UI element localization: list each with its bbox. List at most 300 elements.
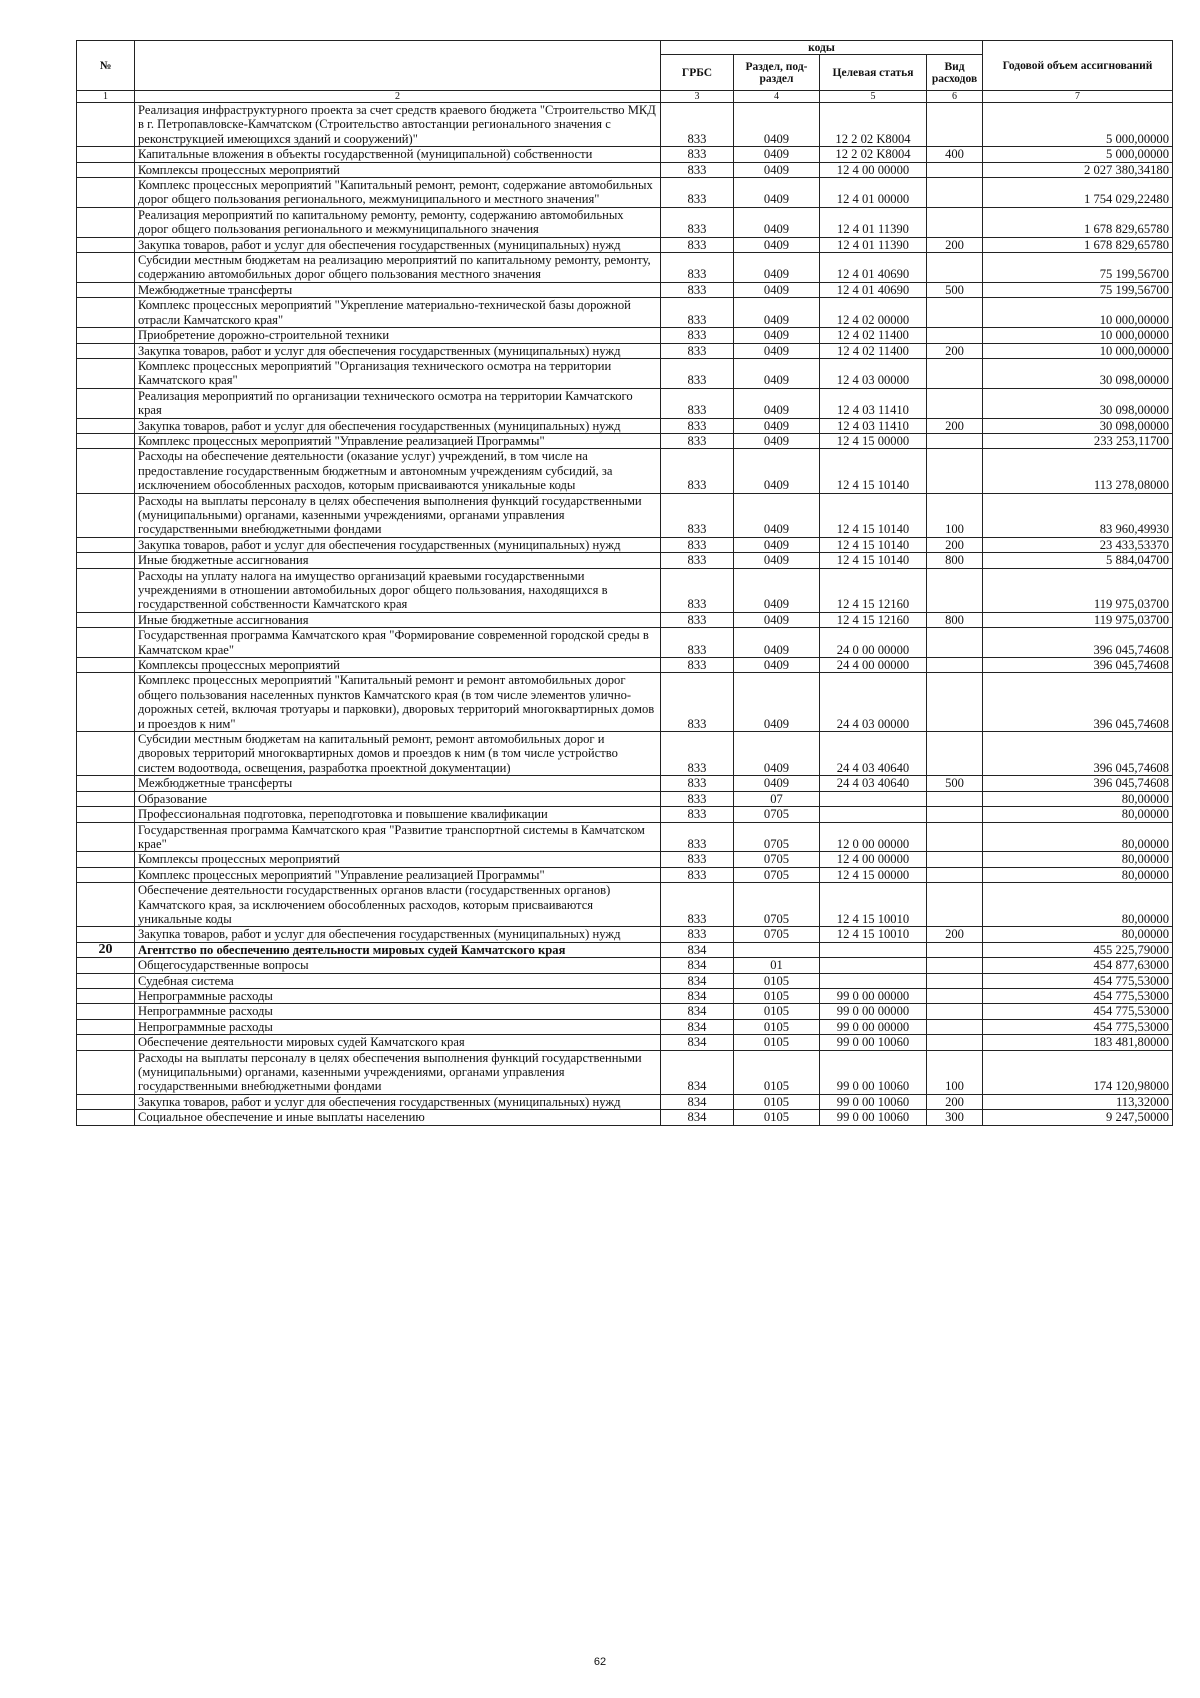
row-amount: 119 975,03700 [983,568,1173,612]
row-section: 0705 [734,927,820,942]
row-name: Агентство по обеспечению деятельности мировых судей Камчатского края [135,942,661,957]
table-row [77,628,1173,658]
row-grbs: 833 [661,103,734,147]
row-target-article: 99 0 00 10060 [820,1110,927,1125]
table-row [77,343,1173,358]
row-name: Комплексы процессных мероприятий [135,852,661,867]
row-number [77,791,135,806]
row-grbs: 834 [661,988,734,1003]
row-section: 0409 [734,537,820,552]
row-amount: 174 120,98000 [983,1050,1173,1094]
row-target-article: 12 4 15 00000 [820,433,927,448]
row-number [77,328,135,343]
row-name: Закупка товаров, работ и услуг для обеспечения государственных (муниципальных) нужд [135,343,661,358]
row-number [77,388,135,418]
row-name: Комплекс процессных мероприятий "Капитальный ремонт, ремонт, содержание автомобильных дорог общего пользования регионального, межмуниципального и местного значения" [135,178,661,208]
row-target-article: 12 4 01 11390 [820,207,927,237]
row-grbs: 833 [661,358,734,388]
table-body [77,103,1173,1126]
row-amount: 10 000,00000 [983,343,1173,358]
row-name: Иные бюджетные ассигнования [135,553,661,568]
row-expense-type: 200 [927,343,983,358]
row-amount: 454 775,53000 [983,973,1173,988]
row-expense-type [927,298,983,328]
row-expense-type [927,1035,983,1050]
table-row [77,328,1173,343]
table-row [77,162,1173,177]
row-grbs: 833 [661,162,734,177]
column-number: 1 [77,91,135,103]
row-section: 0705 [734,883,820,927]
row-name: Профессиональная подготовка, переподготовка и повышение квалификации [135,807,661,822]
row-amount: 113 278,08000 [983,449,1173,493]
row-grbs: 834 [661,1094,734,1109]
row-section: 0409 [734,658,820,673]
table-row [77,807,1173,822]
row-target-article [820,791,927,806]
row-amount: 80,00000 [983,883,1173,927]
row-number [77,253,135,283]
table-row [77,612,1173,627]
row-name: Общегосударственные вопросы [135,958,661,973]
row-name: Комплекс процессных мероприятий "Организация технического осмотра на территории Камчатского края" [135,358,661,388]
table-row [77,298,1173,328]
row-grbs: 834 [661,1035,734,1050]
row-section: 0409 [734,178,820,208]
row-amount: 1 678 829,65780 [983,207,1173,237]
row-number [77,537,135,552]
row-grbs: 833 [661,328,734,343]
row-name: Расходы на обеспечение деятельности (оказание услуг) учреждений, в том числе на предоставление государственным бюджетным и автономным учреждениям субсидий, за исключением обособленных расходов, которым присваиваются уникальные коды [135,449,661,493]
table-row [77,449,1173,493]
table-row [77,253,1173,283]
row-expense-type [927,178,983,208]
row-grbs: 833 [661,927,734,942]
row-grbs: 834 [661,973,734,988]
row-grbs: 834 [661,1110,734,1125]
row-amount: 455 225,79000 [983,942,1173,957]
row-grbs: 833 [661,178,734,208]
row-name: Социальное обеспечение и иные выплаты населению [135,1110,661,1125]
row-target-article: 12 4 00 00000 [820,852,927,867]
row-expense-type [927,867,983,882]
row-name: Реализация мероприятий по организации технического осмотра на территории Камчатского края [135,388,661,418]
row-grbs: 833 [661,418,734,433]
row-number [77,732,135,776]
row-number [77,282,135,297]
row-name: Капитальные вложения в объекты государственной (муниципальной) собственности [135,147,661,162]
row-expense-type [927,328,983,343]
row-grbs: 833 [661,147,734,162]
row-name: Непрограммные расходы [135,988,661,1003]
row-amount: 1 678 829,65780 [983,237,1173,252]
row-amount: 119 975,03700 [983,612,1173,627]
row-grbs: 833 [661,732,734,776]
row-number [77,1094,135,1109]
row-section: 0705 [734,852,820,867]
row-grbs: 833 [661,537,734,552]
col-header-target: Целевая статья [820,55,927,91]
row-name: Непрограммные расходы [135,1019,661,1034]
row-name: Расходы на выплаты персоналу в целях обеспечения выполнения функций государственными (муниципальными) органами, казенными учреждениями, органами управления государственными внебюджетными фондами [135,493,661,537]
row-amount: 396 045,74608 [983,658,1173,673]
row-grbs: 833 [661,388,734,418]
row-amount: 10 000,00000 [983,328,1173,343]
row-number [77,673,135,732]
table-row [77,207,1173,237]
table-row [77,973,1173,988]
row-amount: 83 960,49930 [983,493,1173,537]
row-expense-type: 400 [927,147,983,162]
row-section: 0105 [734,988,820,1003]
row-number [77,1019,135,1034]
row-section: 0409 [734,162,820,177]
row-number [77,822,135,852]
row-amount: 183 481,80000 [983,1035,1173,1050]
row-amount: 80,00000 [983,822,1173,852]
row-target-article: 12 4 03 11410 [820,418,927,433]
row-amount: 30 098,00000 [983,388,1173,418]
row-amount: 75 199,56700 [983,253,1173,283]
column-numbers-row [77,91,1173,103]
row-number [77,237,135,252]
row-number [77,867,135,882]
row-number [77,958,135,973]
row-target-article: 24 0 00 00000 [820,628,927,658]
row-expense-type: 500 [927,776,983,791]
row-amount: 80,00000 [983,927,1173,942]
row-number [77,1004,135,1019]
row-grbs: 833 [661,343,734,358]
row-amount: 80,00000 [983,852,1173,867]
row-section: 0705 [734,822,820,852]
row-expense-type [927,358,983,388]
table-row [77,358,1173,388]
row-grbs: 833 [661,791,734,806]
row-number [77,1050,135,1094]
row-grbs: 833 [661,867,734,882]
row-name: Комплекс процессных мероприятий "Капитальный ремонт и ремонт автомобильных дорог общего пользования населенных пунктов Камчатского края (в том числе элементов улично-дорожных сетей, включая тротуары и парковки), дворовых территорий многоквартирных домов и проездов к ним" [135,673,661,732]
row-target-article: 99 0 00 00000 [820,988,927,1003]
row-number [77,553,135,568]
row-grbs: 833 [661,253,734,283]
row-number [77,433,135,448]
row-expense-type [927,822,983,852]
row-amount: 396 045,74608 [983,776,1173,791]
table-row [77,1019,1173,1034]
table-row [77,988,1173,1003]
row-number [77,147,135,162]
table-row [77,927,1173,942]
table-row [77,883,1173,927]
row-expense-type: 100 [927,1050,983,1094]
row-section: 0705 [734,867,820,882]
row-name: Обеспечение деятельности мировых судей Камчатского края [135,1035,661,1050]
row-name: Закупка товаров, работ и услуг для обеспечения государственных (муниципальных) нужд [135,1094,661,1109]
row-target-article: 12 4 01 00000 [820,178,927,208]
row-grbs: 833 [661,237,734,252]
table-row [77,1035,1173,1050]
row-grbs: 833 [661,807,734,822]
row-section: 0409 [734,207,820,237]
row-section: 0409 [734,237,820,252]
column-number: 5 [820,91,927,103]
col-header-codes: коды [661,41,983,55]
row-name: Государственная программа Камчатского края "Развитие транспортной системы в Камчатском крае" [135,822,661,852]
row-amount: 5 000,00000 [983,103,1173,147]
row-target-article: 12 4 15 10140 [820,537,927,552]
row-name: Непрограммные расходы [135,1004,661,1019]
row-grbs: 833 [661,883,734,927]
row-name: Межбюджетные трансферты [135,776,661,791]
row-target-article: 12 4 01 11390 [820,237,927,252]
row-grbs: 833 [661,282,734,297]
row-target-article: 12 4 02 00000 [820,298,927,328]
row-expense-type [927,433,983,448]
row-target-article: 12 4 02 11400 [820,343,927,358]
row-section: 0409 [734,776,820,791]
row-amount: 10 000,00000 [983,298,1173,328]
row-section: 0409 [734,388,820,418]
row-target-article: 12 4 03 11410 [820,388,927,418]
row-target-article: 12 2 02 K8004 [820,103,927,147]
row-expense-type: 500 [927,282,983,297]
row-number [77,927,135,942]
row-target-article: 12 0 00 00000 [820,822,927,852]
row-grbs: 833 [661,673,734,732]
row-amount: 80,00000 [983,807,1173,822]
row-amount: 396 045,74608 [983,673,1173,732]
row-number [77,207,135,237]
page-number: 62 [593,1656,607,1668]
row-target-article: 24 4 03 40640 [820,732,927,776]
row-name: Расходы на выплаты персоналу в целях обеспечения выполнения функций государственными (муниципальными) органами, казенными учреждениями, органами управления государственными внебюджетными фондами [135,1050,661,1094]
row-expense-type [927,658,983,673]
row-amount: 75 199,56700 [983,282,1173,297]
row-number [77,493,135,537]
row-section: 07 [734,791,820,806]
table-row [77,732,1173,776]
row-name: Закупка товаров, работ и услуг для обеспечения государственных (муниципальных) нужд [135,927,661,942]
row-grbs: 833 [661,852,734,867]
column-number: 7 [983,91,1173,103]
row-expense-type [927,942,983,957]
column-number: 3 [661,91,734,103]
row-expense-type [927,852,983,867]
row-section: 0409 [734,253,820,283]
table-row [77,282,1173,297]
row-number [77,103,135,147]
row-section: 0409 [734,449,820,493]
row-amount: 1 754 029,22480 [983,178,1173,208]
row-expense-type [927,791,983,806]
row-grbs: 833 [661,298,734,328]
row-section: 0409 [734,493,820,537]
table-row [77,418,1173,433]
row-name: Комплексы процессных мероприятий [135,162,661,177]
row-number [77,988,135,1003]
row-section: 0409 [734,433,820,448]
row-amount: 5 884,04700 [983,553,1173,568]
row-expense-type [927,388,983,418]
row-name: Комплекс процессных мероприятий "Управление реализацией Программы" [135,867,661,882]
row-grbs: 833 [661,568,734,612]
row-number [77,178,135,208]
row-target-article: 12 4 15 10140 [820,449,927,493]
row-number: 20 [77,942,135,957]
row-target-article [820,807,927,822]
row-amount: 30 098,00000 [983,418,1173,433]
row-section: 0105 [734,1035,820,1050]
row-expense-type [927,958,983,973]
row-target-article: 12 4 01 40690 [820,253,927,283]
row-number [77,358,135,388]
row-expense-type: 800 [927,553,983,568]
table-row [77,147,1173,162]
row-name: Межбюджетные трансферты [135,282,661,297]
row-amount: 396 045,74608 [983,628,1173,658]
table-row [77,1110,1173,1125]
row-target-article: 12 4 15 10140 [820,553,927,568]
row-grbs: 833 [661,553,734,568]
row-target-article: 99 0 00 10060 [820,1094,927,1109]
row-section: 0409 [734,553,820,568]
table-row [77,568,1173,612]
col-header-number: № [77,41,135,91]
row-section: 0409 [734,298,820,328]
table-row [77,537,1173,552]
row-amount: 80,00000 [983,791,1173,806]
row-number [77,883,135,927]
table-row [77,1094,1173,1109]
row-grbs: 833 [661,658,734,673]
row-section: 0105 [734,1050,820,1094]
row-number [77,568,135,612]
row-target-article: 12 4 15 10140 [820,493,927,537]
col-header-exp-type: Вид расходов [927,55,983,91]
row-section: 0409 [734,282,820,297]
row-expense-type [927,973,983,988]
row-number [77,612,135,627]
row-grbs: 833 [661,449,734,493]
row-target-article [820,958,927,973]
table-row [77,178,1173,208]
row-expense-type: 800 [927,612,983,627]
table-row [77,388,1173,418]
row-expense-type [927,628,983,658]
row-number [77,852,135,867]
row-section: 0409 [734,628,820,658]
row-number [77,1110,135,1125]
table-row [77,852,1173,867]
row-section: 0105 [734,1004,820,1019]
row-section: 0105 [734,1019,820,1034]
row-amount: 5 000,00000 [983,147,1173,162]
row-amount: 9 247,50000 [983,1110,1173,1125]
row-section [734,942,820,957]
row-section: 0409 [734,418,820,433]
col-header-grbs: ГРБС [661,55,734,91]
row-name: Образование [135,791,661,806]
budget-table [76,40,1173,1126]
table-row [77,942,1173,957]
row-name: Комплексы процессных мероприятий [135,658,661,673]
row-name: Реализация инфраструктурного проекта за счет средств краевого бюджета "Строительство МКД в г. Петропавловске-Камчатском (Строительство автостанции регионального значения с реконструкцией имеющихся зданий и сооружений)" [135,103,661,147]
table-row [77,103,1173,147]
row-section: 0409 [734,147,820,162]
row-section: 0409 [734,612,820,627]
row-target-article [820,942,927,957]
column-number: 4 [734,91,820,103]
row-expense-type [927,1004,983,1019]
row-section: 0409 [734,328,820,343]
table-row [77,658,1173,673]
row-section: 01 [734,958,820,973]
row-section: 0409 [734,343,820,358]
row-expense-type: 200 [927,237,983,252]
table-row [77,1004,1173,1019]
table-row [77,776,1173,791]
table-row [77,673,1173,732]
row-expense-type [927,732,983,776]
table-row [77,1050,1173,1094]
row-amount: 2 027 380,34180 [983,162,1173,177]
row-expense-type [927,253,983,283]
row-amount: 454 877,63000 [983,958,1173,973]
row-expense-type [927,162,983,177]
row-name: Закупка товаров, работ и услуг для обеспечения государственных (муниципальных) нужд [135,237,661,252]
row-name: Обеспечение деятельности государственных органов власти (государственных органов) Камчатского края, за исключением обособленных расходов, которым присваиваются уникальные коды [135,883,661,927]
row-amount: 396 045,74608 [983,732,1173,776]
row-grbs: 833 [661,207,734,237]
row-target-article: 24 4 03 40640 [820,776,927,791]
row-expense-type: 300 [927,1110,983,1125]
row-target-article: 12 4 01 40690 [820,282,927,297]
row-expense-type [927,449,983,493]
row-section: 0105 [734,1110,820,1125]
row-section: 0705 [734,807,820,822]
table-row [77,791,1173,806]
budget-page [76,40,1172,1126]
row-grbs: 834 [661,958,734,973]
row-section: 0409 [734,732,820,776]
column-number: 6 [927,91,983,103]
row-grbs: 834 [661,1019,734,1034]
row-target-article: 99 0 00 10060 [820,1035,927,1050]
row-expense-type [927,103,983,147]
row-number [77,418,135,433]
row-number [77,658,135,673]
row-name: Субсидии местным бюджетам на реализацию мероприятий по капитальному ремонту, ремонту, содержанию автомобильных дорог общего пользования местного значения [135,253,661,283]
row-target-article: 99 0 00 10060 [820,1050,927,1094]
row-expense-type [927,883,983,927]
table-row [77,867,1173,882]
row-amount: 454 775,53000 [983,988,1173,1003]
row-section: 0409 [734,568,820,612]
row-grbs: 833 [661,628,734,658]
row-target-article: 12 4 15 10010 [820,927,927,942]
row-number [77,162,135,177]
row-expense-type [927,1019,983,1034]
column-number: 2 [135,91,661,103]
row-expense-type: 200 [927,1094,983,1109]
row-target-article: 12 4 15 12160 [820,568,927,612]
row-number [77,973,135,988]
row-target-article: 12 4 15 12160 [820,612,927,627]
row-number [77,298,135,328]
row-target-article: 12 4 15 10010 [820,883,927,927]
row-expense-type [927,807,983,822]
